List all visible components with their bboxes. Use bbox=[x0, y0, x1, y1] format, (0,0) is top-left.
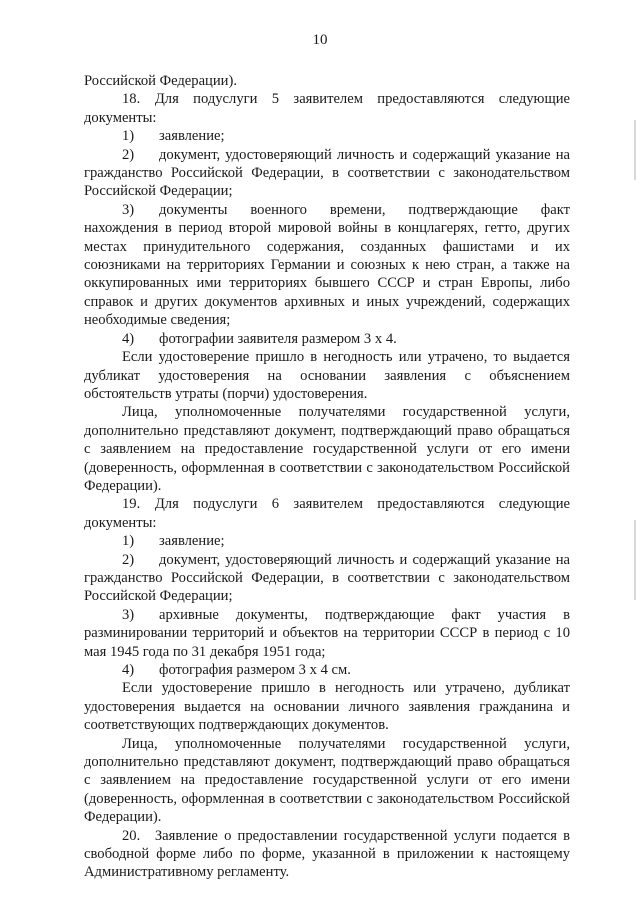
list-number: 2) bbox=[122, 551, 135, 568]
list-text: фотографии заявителя размером 3 х 4. bbox=[159, 330, 397, 347]
list-item bbox=[84, 146, 570, 201]
list-item bbox=[84, 127, 570, 145]
list-item bbox=[84, 201, 570, 330]
list-text: документ, удостоверяющий личность и содержащий указание на гражданство Российской Федерации, в соответствии с законодательством Российской Федерации; bbox=[84, 551, 570, 605]
list-item bbox=[84, 661, 570, 679]
scan-edge-mark bbox=[634, 120, 636, 180]
paragraph: Если удостоверение пришло в негодность или утрачено, дубликат удостоверения выдается на основании личного заявления гражданина и соответствующих подтверждающих документов. bbox=[84, 680, 570, 734]
list-number: 1) bbox=[122, 533, 135, 550]
list-number: 4) bbox=[122, 662, 135, 678]
clause-19: 19. Для подуслуги 6 заявителем предоставляются следующие документы: bbox=[84, 496, 570, 531]
list-item bbox=[84, 330, 570, 348]
document-body bbox=[84, 72, 570, 882]
list-text: заявление; bbox=[159, 128, 225, 145]
paragraph: Лица, уполномоченные получателями государственной услуги, дополнительно представляют документ, подтверждающий право обращаться с заявлением на предоставление государственной услуги от его имени (доверенность, оформленная в соответствии с законодательством Российской Федерации). bbox=[84, 404, 570, 494]
list-text: документ, удостоверяющий личность и содержащий указание на гражданство Российской Федерации, в соответствии с законодательством Российской Федерации; bbox=[84, 146, 570, 200]
paragraph: Если удостоверение пришло в негодность или утрачено, то выдается дубликат удостоверения на основании заявления с объяснением обстоятельств утраты (порчи) удостоверения. bbox=[84, 349, 570, 402]
list-item bbox=[84, 551, 570, 606]
list-text: заявление; bbox=[159, 533, 225, 550]
page-number: 10 bbox=[312, 32, 328, 48]
list-item bbox=[84, 606, 570, 661]
clause-20: 20. Заявление о предоставлении государственной услуги подается в свободной форме либо по форме, указанной в приложении к настоящему Административному регламенту. bbox=[84, 827, 570, 881]
list-number: 3) bbox=[122, 606, 135, 623]
list-text: архивные документы, подтверждающие факт участия в разминировании территорий и объектов на территории СССР в период с 10 мая 1945 года по 31 декабря 1951 года; bbox=[84, 606, 570, 660]
list-item bbox=[84, 532, 570, 550]
list-number: 4) bbox=[122, 330, 135, 347]
paragraph: Лица, уполномоченные получателями государственной услуги, дополнительно представляют документ, подтверждающий право обращаться с заявлением на предоставление государственной услуги от его имени (доверенность, оформленная в соответствии с законодательством Российской Федерации). bbox=[84, 735, 570, 826]
list-text: фотография размером 3 х 4 см. bbox=[159, 662, 351, 678]
list-number: 1) bbox=[122, 128, 135, 145]
scan-edge-mark bbox=[634, 520, 636, 600]
clause-18: 18. Для подуслуги 5 заявителем предоставляются следующие документы: bbox=[84, 91, 570, 126]
paragraph: Российской Федерации). bbox=[84, 73, 237, 89]
list-text: документы военного времени, подтверждающие факт нахождения в период второй мировой войны в концлагерях, гетто, других местах принудительного содержания, созданных фашистами и их союзниками на территориях Германии и союзных к нею стран, а также на оккупированных ими территориях бывшего СССР и стран Европы, либо справок и других документов архивных и иных учреждений, содержащих необходимые сведения; bbox=[84, 201, 570, 329]
list-number: 2) bbox=[122, 146, 135, 163]
list-number: 3) bbox=[122, 201, 135, 218]
